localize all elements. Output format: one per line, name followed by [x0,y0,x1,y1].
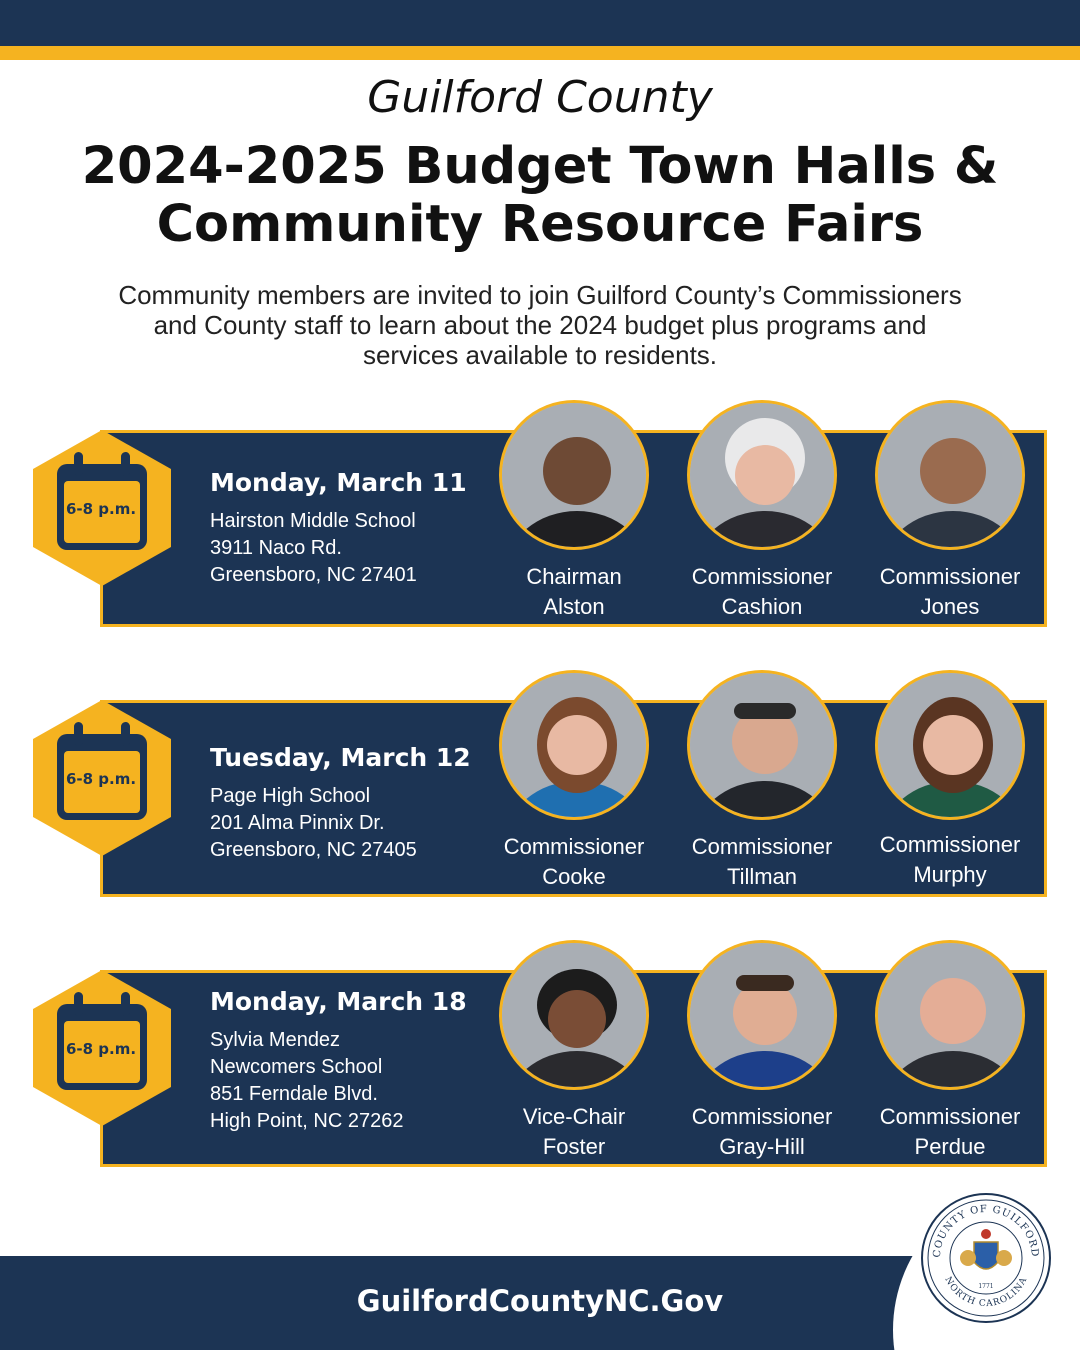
svg-text:COUNTY OF GUILFORD: COUNTY OF GUILFORD [931,1203,1041,1259]
commissioner-name: Chairman Alston [526,564,622,619]
event-time: 6-8 p.m. [65,500,137,518]
address-line: Greensboro, NC 27401 [210,564,417,586]
top-gold-stripe [0,46,1080,60]
commissioner-photo [499,940,649,1090]
commissioner-photo [687,940,837,1090]
address-line: Page High School [210,785,371,807]
event-block-2 [0,670,1080,900]
address-line: Hairston Middle School [210,510,416,532]
county-subtitle: Guilford County [367,72,713,123]
page-title [0,138,1080,254]
address-line: Newcomers School [210,1056,383,1078]
svg-text:NORTH CAROLINA: NORTH CAROLINA [942,1275,1030,1310]
event-time: 6-8 p.m. [65,770,137,788]
commissioner-name: Commissioner Jones [879,564,1021,619]
intro-line-3: services available to residents. [362,340,718,370]
intro-line-1: Community members are invited to join Guilford County’s Commissioners [118,280,962,310]
event-date: Monday, March 11 [210,468,467,497]
event-block-1 [0,400,1080,630]
commissioner-name: Commissioner Tillman [691,834,833,889]
svg-text:1771: 1771 [978,1283,994,1290]
commissioner-name: Commissioner Perdue [879,1104,1021,1159]
commissioner-name: Commissioner Gray-Hill [691,1104,833,1159]
address-line: Sylvia Mendez [210,1029,341,1051]
event-date: Monday, March 18 [210,987,467,1016]
commissioner-photo [875,670,1025,820]
commissioner-photo [499,670,649,820]
intro-text [60,280,1020,370]
title-line-1: 2024-2025 Budget Town Halls & [81,137,999,196]
title-line-2: Community Resource Fairs [156,195,924,254]
commissioner-name: Commissioner Cashion [691,564,833,619]
event-address [210,1027,403,1135]
address-line: High Point, NC 27262 [210,1110,404,1132]
address-line: 851 Ferndale Blvd. [210,1083,378,1105]
event-time: 6-8 p.m. [65,1040,137,1058]
event-block-3 [0,940,1080,1170]
address-line: 201 Alma Pinnix Dr. [210,812,385,834]
event-address [210,783,417,864]
commissioner-name: Commissioner Murphy [879,832,1021,887]
county-seal-icon [920,1192,1052,1324]
event-date: Tuesday, March 12 [210,743,471,772]
commissioner-photo [499,400,649,550]
commissioner-name: Vice-Chair Foster [522,1104,626,1159]
commissioner-photo [875,940,1025,1090]
top-navy-band [0,0,1080,46]
address-line: Greensboro, NC 27405 [210,839,417,861]
commissioner-photo [687,670,837,820]
address-line: 3911 Naco Rd. [210,537,342,559]
commissioner-photo [687,400,837,550]
intro-line-2: and County staff to learn about the 2024 budget plus programs and [153,310,927,340]
commissioner-photo [875,400,1025,550]
commissioner-name: Commissioner Cooke [503,834,645,889]
website-link[interactable]: GuilfordCountyNC.Gov [356,1284,724,1318]
event-address [210,508,417,589]
